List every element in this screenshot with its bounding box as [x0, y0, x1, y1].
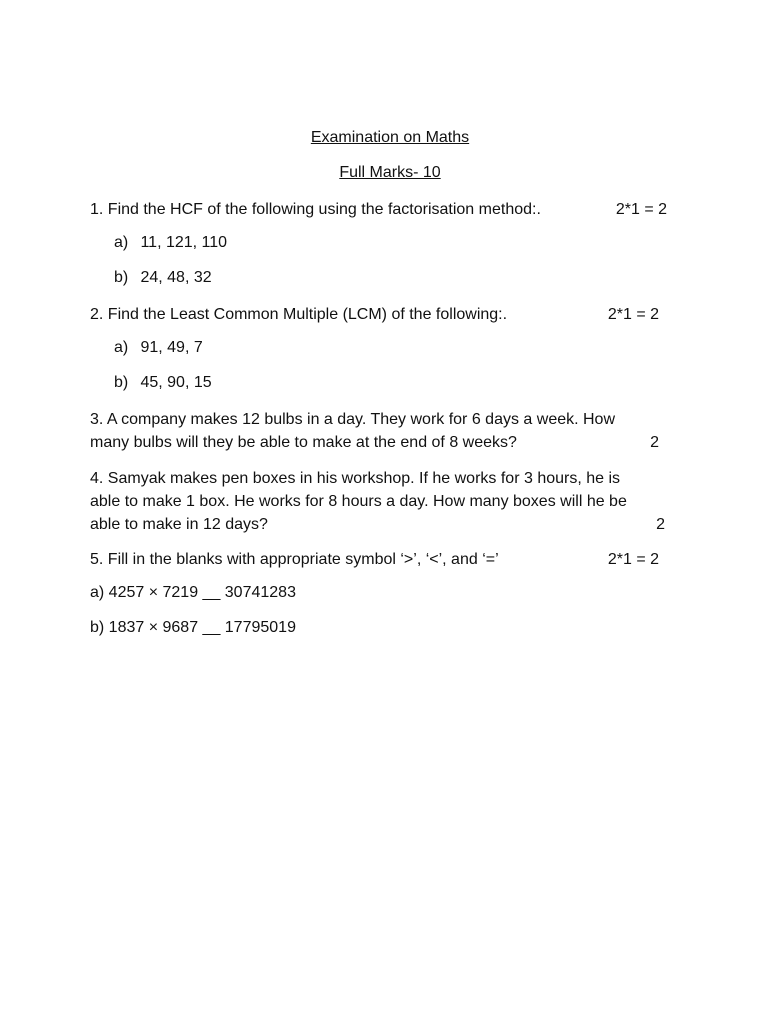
question-3-last-line: [90, 431, 685, 454]
question-5a: a) 4257 × 7219 __ 30741283: [90, 584, 296, 601]
question-2a-text: 91, 49, 7: [140, 339, 203, 356]
question-3-marks: 2: [650, 434, 659, 451]
question-1a: [114, 233, 227, 253]
exam-page: [90, 0, 690, 1024]
question-1a-label: a): [114, 234, 129, 251]
question-2a-label: a): [114, 339, 129, 356]
question-4: [90, 467, 685, 536]
question-4-line2: able to make 1 box. He works for 8 hours a day. How many boxes will he be: [90, 493, 627, 510]
question-1-marks: 2*1 = 2: [615, 201, 667, 218]
page-title: Examination on Maths: [310, 129, 470, 146]
question-1b-label: b): [114, 269, 129, 286]
question-1a-text: 11, 121, 110: [140, 234, 228, 251]
question-5b: b) 1837 × 9687 __ 17795019: [90, 619, 296, 636]
question-2a: [114, 338, 203, 358]
full-marks: Full Marks- 10: [339, 164, 441, 181]
question-5-marks: 2*1 = 2: [607, 551, 659, 568]
question-1-text: 1. Find the HCF of the following using the factorisation method:.: [90, 201, 541, 218]
question-2-text: 2. Find the Least Common Multiple (LCM) of the following:.: [90, 306, 508, 323]
question-5: [90, 548, 685, 571]
question-2: [90, 303, 685, 326]
question-2-marks: 2*1 = 2: [607, 306, 659, 323]
question-1b-text: 24, 48, 32: [140, 269, 212, 286]
question-3-line2: many bulbs will they be able to make at the end of 8 weeks?: [90, 434, 517, 451]
question-3-line1: 3. A company makes 12 bulbs in a day. They work for 6 days a week. How: [90, 411, 616, 428]
question-4-line3: able to make in 12 days?: [90, 516, 268, 533]
question-2b-label: b): [114, 374, 129, 391]
question-2b-text: 45, 90, 15: [140, 374, 212, 391]
question-5-text: 5. Fill in the blanks with appropriate symbol ‘>’, ‘<’, and ‘=’: [90, 551, 499, 568]
question-4-marks: 2: [656, 516, 665, 533]
question-1: [90, 198, 685, 221]
question-4-last-line: [90, 513, 685, 536]
question-4-line1: 4. Samyak makes pen boxes in his workshop. If he works for 3 hours, he is: [90, 470, 621, 487]
question-2b: [114, 373, 212, 393]
question-1b: [114, 268, 212, 288]
question-3: [90, 408, 685, 454]
